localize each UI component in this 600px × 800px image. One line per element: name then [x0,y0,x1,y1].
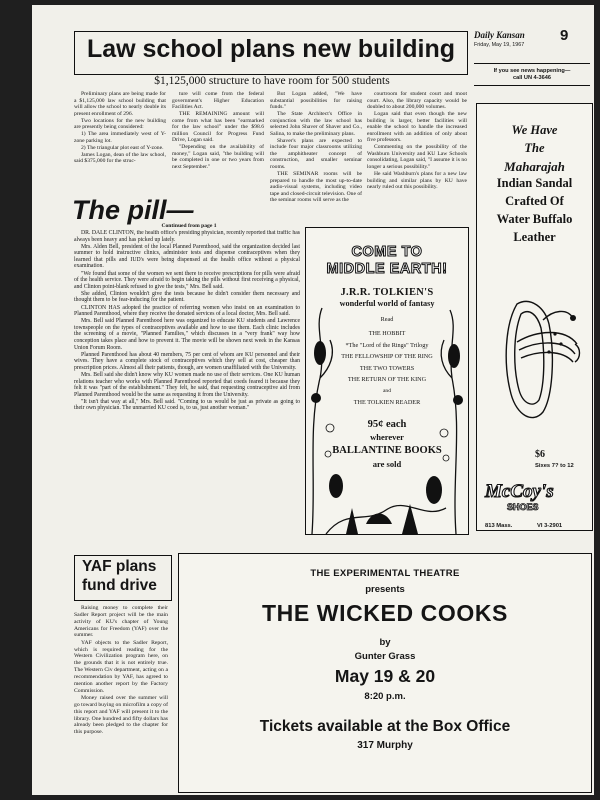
header-rule [474,63,590,64]
tolkien-book-3: THE FELLOWSHIP OF THE RING [341,353,433,360]
sandal-line-3: Maharajah [504,158,565,174]
tolkien-headline-1: COME TO [351,244,423,260]
sandal-sizes: Sixes 7? to 12 [535,463,574,469]
sandal-headline [477,122,592,247]
tolkien-book-5: THE RETURN OF THE KING [347,376,427,383]
law-col2-p2: THE REMAINING amount will come from what has been "earmarked for the law school" under the $98.6 million Council for Progress Fund Drive, Logan said. [172,111,264,144]
theatre-presents: presents [365,584,405,595]
sandal-line-5: Crafted Of [505,194,564,209]
law-column-3 [270,91,362,221]
tolkien-publisher: BALLANTINE BOOKS [332,445,442,456]
sandal-line-1: We Have [511,123,558,137]
pill-story-body [74,230,300,542]
law-col1-p3: 1) The area immediately west of Y-zone parking lot. [74,131,166,144]
pill-headline: The pill— [72,195,194,225]
law-col4-p2: Logan said that even though the new building is larger, better facilities will enable the school to handle the increased enrollment with an addition of only about five professors. [367,111,467,144]
news-tip-line2: call UN 4-3646 [513,75,551,81]
theatre-presenter: THE EXPERIMENTAL THEATRE [310,568,460,579]
theatre-tickets: Tickets available at the Box Office [259,718,511,735]
pill-continued-line: Continued from page 1 [161,223,217,229]
law-col3-p4: THE SEMINAR rooms will be prepared to handle the most up-to-date audio-visual systems, including video tape and closed-circuit television. One of the seminar rooms will serve as the [270,171,362,204]
mccoys-address: 813 Mass. [485,523,513,529]
pill-p7: Planned Parenthood has about 40 members, 75 per cent of whom are KU personnel and their wives. They have a complete stock of contraceptives which they sell at cost, cheaper than prescription prices. Almost all their patients, though, are women unaffiliated with the University. [74,351,300,371]
theatre-author: Gunter Grass [354,651,416,662]
sandal-line-6: Water Buffalo [496,211,573,226]
theatre-time: 8:20 p.m. [364,691,406,702]
pill-p2: Mrs. Alden Bell, president of the local Planned Parenthood, said the organization decided last summer to hold instructive clinics, administer tests and dispense contraceptives when they learned that pills and IUD's were being dispensed at the health office without a physical examination. [74,243,300,270]
tolkien-price: 95¢ each [367,419,407,430]
law-col2-p3: "Depending on the availability of money," Logan said, "the building will be completed in one or two years from next September." [172,144,264,171]
yaf-p3: Money raised over the summer will go toward buying on microfilm a copy of this report and YAF will present it to the library. One hundred and fifty dollars has already been pledged to the chapter for this purpose. [74,694,168,736]
tolkien-read: Read [380,316,394,323]
law-headline: Law school plans new building [86,35,456,63]
yaf-p2: YAF objects to the Sadler Report, which is required reading for the Western Civilization program here, on the grounds that it is not entirely true. The Western Civ department, acting on a recommendation by YAF, has agreed to mention another report by the Factory Commission. [74,639,168,694]
theatre-title: THE WICKED COOKS [262,600,508,626]
mccoys-shoes: SHOES [507,502,539,512]
yaf-story-body [74,605,168,781]
paper-name: Daily Kansan [474,30,525,40]
tolkien-author: J.R.R. TOLKIEN'S [340,287,434,298]
pill-p9: "It isn't that way at all," Mrs. Bell said. "Coming to us would be just as private as going to their own physician. The unmarried KU coed is, to us, just another woman." [74,398,300,412]
law-col1-p2: Two locations for the new building are presently being considered: [74,117,166,131]
header-rule-2 [474,85,590,86]
tolkien-book-list [306,328,468,409]
theatre-ad [178,553,592,793]
law-col4-p1: courtroom for student court and moot court. Also, the library capacity would be doubled to about 200,000 volumes. [367,91,467,111]
mccoys-name: McCoy's [485,481,554,502]
news-tip-line1: If you see news happening— [493,68,571,74]
law-col4-p3: Commenting on the possibility of the Washburn University and KU Law Schools consolidating, Logan said, "I assume it is no longer a serious possibility." [367,144,467,171]
yaf-p1: Raising money to complete their Sadler Report project will be the main activity of KU's chapter of Young Americans for Freedom (YAF) over the summer. [74,605,168,639]
law-subhead: $1,125,000 structure to have room for 500 students [154,75,390,87]
theatre-dates: May 19 & 20 [334,666,436,686]
page-number: 9 [560,27,569,44]
pill-p3: "We found that some of the women we sent there to receive prescriptions for pills were afraid of the health service. They were afraid to begin taking the pills without first receiving a physical, and Clinton point-blank refused to give the tests," Mrs. Bell said. [74,270,300,290]
theatre-by: by [379,637,391,648]
theatre-room: 317 Murphy [357,740,413,751]
tolkien-wherever: wherever [370,432,404,442]
sandal-line-2: The [524,140,545,155]
law-col3-p2: The State Architect's Office in conjunction with the law school has selected John Shaver of Shaver and Co., Salina, to make the preliminary plans. [270,111,362,137]
sandal-ad [476,103,593,531]
law-col3-p3: Shaver's plans are expected to include four major classrooms utilizing the amphitheater concept of construction, and smaller seminar rooms. [270,137,362,171]
issue-date: Friday, May 19, 1967 [474,42,525,48]
tolkien-ad [305,227,469,535]
law-col1-p5: James Logan, dean of the law school, said $375,000 for the struc- [74,151,166,165]
mccoys-phone: VI 3-2901 [537,523,563,529]
tolkien-sold: are sold [372,459,402,469]
tolkien-book-1: THE HOBBIT [368,330,406,337]
sandal-line-4: Indian Sandal [496,176,573,191]
yaf-headline-line2: fund drive [82,577,157,594]
pill-p5: CLINTON HAS adopted the practice of referring women who insist on an examination to Planned Parenthood, where they receive the donated services of a local doctor, Mrs. Bell said. [74,304,300,318]
law-col4-p4: He said Washburn's plans for a new law building and similar plans by KU have nearly ruled out this possibility. [367,171,467,191]
tolkien-tagline: wonderful world of fantasy [339,299,435,308]
tolkien-book-2: *The "Lord of the Rings" Trilogy [345,341,429,349]
yaf-headline-line1: YAF plans [82,558,157,575]
law-column-2 [172,91,264,197]
newspaper-page [32,5,594,795]
law-column-1 [74,91,166,197]
masthead [472,28,582,68]
tolkien-and: and [382,387,392,394]
sandal-price: $6 [535,449,545,460]
tolkien-reader: THE TOLKIEN READER [353,399,421,406]
pill-p1: DR. DALE CLINTON, the health office's presiding physician, recently reported that traffic has always been heavy and has picked up lately. [74,230,300,243]
news-tip-box [474,68,590,82]
mccoys-logo [485,481,554,522]
pill-p4: She added, Clinton wouldn't give the tests because he didn't consider them necessary and thought them to be fear-inducing for the patient. [74,290,300,304]
sandal-illustration [477,284,592,434]
sandal-line-7: Leather [513,229,556,244]
tolkien-headline-2: MIDDLE EARTH! [326,261,448,277]
law-col2-p1: ture will come from the federal government's Higher Education Facilities Act. [172,91,264,111]
pill-p8: Mrs. Bell said she didn't know why KU women made no use of their services. One KU human relations teacher who works with Planned Parenthood reported that coeds feared it because they felt it was "part of the establishment." They felt, he said, that requesting contraceptive aid from Planned Parenthood would be the same as requesting it from the University. [74,371,300,398]
law-col1-p1: Preliminary plans are being made for a $1,125,000 law school building that will allow the school to nearly double its present enrollment of 296. [74,91,166,117]
tolkien-book-4: THE TWO TOWERS [359,364,415,372]
pill-p6: Mrs. Bell said Planned Parenthood here was organized to educate KU students and Lawrence townspeople on the types of contraceptives available and how to use them. Each clinic includes the screening of a movie, "Planned Families," which discusses in a "very frank" way how conception takes place and how to prevent it. The movie will be shown next week in the Kansas Union Forum Room. [74,318,300,351]
law-col1-p4: 2) The triangular plot east of Y-zone. [81,144,164,151]
law-column-4 [367,91,467,221]
law-col3-p1: But Logan added, "We have substantial possibilities for raising funds." [270,91,362,111]
